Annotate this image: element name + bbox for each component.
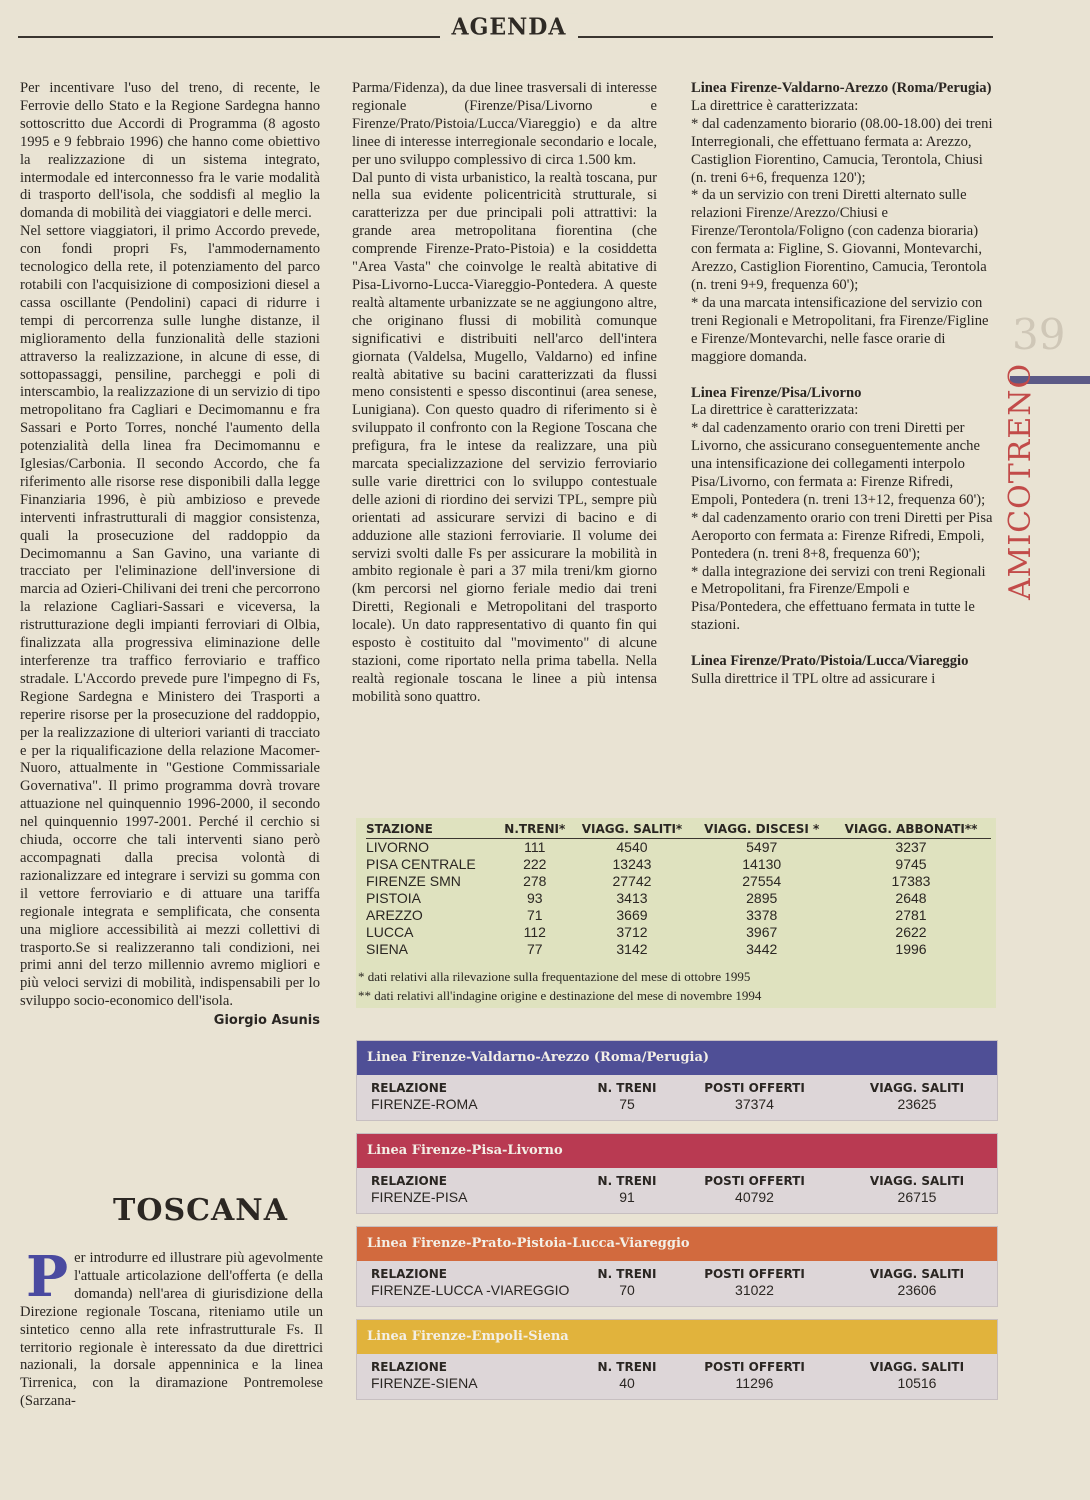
line-text: La direttrice è caratterizzata:: [691, 97, 859, 114]
line-text: * da una marcata intensificazione del servizio con treni Regionali e Metropolitani, fra Firenze/Figline e Firenze/Montevarchi, nelle fasce orarie di maggiore domanda.: [691, 294, 989, 365]
column-header: POSTI OFFERTI: [704, 1267, 805, 1281]
table-cell: 11296: [735, 1375, 774, 1391]
table-row: [366, 873, 991, 890]
table-cell: PISA CENTRALE: [366, 856, 476, 872]
magazine-title: AMICOTRENO: [1003, 362, 1038, 600]
table-cell: 3413: [616, 890, 648, 906]
table-cell: 17383: [891, 873, 931, 889]
table-row: [366, 890, 991, 907]
table-cell: 93: [527, 890, 543, 906]
table-cell: 278: [523, 873, 547, 889]
table-cell: FIRENZE SMN: [366, 873, 461, 889]
table-cell: 9745: [895, 856, 927, 872]
table-cell: 23625: [897, 1096, 937, 1112]
column-header: VIAGG. SALITI: [869, 1174, 965, 1188]
column-header: RELAZIONE: [371, 1360, 447, 1374]
line-table: [356, 1226, 998, 1307]
line-text: Sulla direttrice il TPL oltre ad assicurare i: [691, 671, 936, 688]
table-cell: 5497: [746, 839, 778, 855]
line-text: * dal cadenzamento orario con treni Diretti per Livorno, che assicurano conseguentemente anche una intensificazione dei collegamenti interpolo Pisa/Livorno, con fermata a: Firenze Rifredi, Empoli, Pontedera (n. treni 13+12, frequenza 60');: [691, 420, 986, 508]
article-paragraph: Parma/Fidenza), da due linee trasversali di interesse regionale (Firenze/Pisa/Livorno e Firenze/Prato/Pistoia/Lucca/Viareggio) e da altre linee di interesse interregionale secondario e locale, per uno sviluppo complessivo di circa 1.500 km.: [352, 80, 657, 168]
table-cell: 2648: [895, 890, 927, 906]
table-cell: 27742: [612, 873, 652, 889]
intro-text: er introdurre ed illustrare più agevolmente l'attuale articolazione dell'offerta (e della domanda) nell'area di giurisdizione della Direzione regionale Toscana, riteniamo utile un sintetico cenno alla rete infrastrutturale Fs. Il territorio regionale è interessato da due direttrici nazionali, la dorsale appenninica e la linea Tirrenica, con la diramazione Pontremolese (Sarzana-: [20, 1250, 323, 1410]
line-table: [356, 1319, 998, 1400]
table-cell: LIVORNO: [366, 839, 430, 855]
table-cell: 31022: [735, 1282, 774, 1298]
table-cell: 13243: [612, 856, 652, 872]
table-cell: LUCCA: [366, 924, 414, 940]
page-number: 39: [1012, 310, 1066, 359]
table-cell: 40792: [735, 1189, 774, 1205]
column-header: N. TRENI: [597, 1267, 657, 1281]
table-cell: 3442: [746, 941, 778, 957]
line-text: La direttrice è caratterizzata:: [691, 402, 859, 419]
column-header: POSTI OFFERTI: [704, 1360, 805, 1374]
column-header: POSTI OFFERTI: [704, 1081, 805, 1095]
column-header: N.TRENI*: [498, 822, 571, 839]
table-cell: 4540: [616, 839, 648, 855]
column-header: VIAGG. SALITI: [869, 1360, 965, 1374]
table-cell: 112: [523, 924, 546, 940]
line-table-title: Linea Firenze-Empoli-Siena: [357, 1320, 997, 1354]
toscana-column-2: [352, 80, 657, 707]
table-cell: 27554: [742, 873, 782, 889]
line-text: * dal cadenzamento orario con treni Diretti per Pisa Aeroporto con fermata a: Firenze Rifredi, Empoli, Pontedera (n. treni 8+8, frequenza 60');: [691, 509, 993, 562]
toscana-column-3: [691, 80, 995, 689]
column-header: VIAGG. SALITI: [869, 1081, 965, 1095]
table-cell: 3237: [895, 839, 927, 855]
column-header: POSTI OFFERTI: [704, 1174, 805, 1188]
table-cell: 3142: [616, 941, 648, 957]
article-paragraph: Per incentivare l'uso del treno, di recente, le Ferrovie dello Stato e la Regione Sardegna hanno sottoscritto due Accordi di Programma (8 agosto 1995 e 9 febbraio 1996) che hanno come obiettivo la realizzazione di un sistema integrato, intermodale ed interconnesso fra le varie modalità di trasporto dell'isola, che soddisfi al meglio la domanda di mobilità dei viaggiatori e delle merci.: [20, 80, 320, 222]
table-cell: 71: [527, 907, 543, 923]
table-row: [357, 1095, 997, 1120]
table-cell: 14130: [742, 856, 782, 872]
table-row: [366, 924, 991, 941]
section-label: AGENDA: [440, 13, 578, 40]
table-cell: FIRENZE-LUCCA -VIAREGGIO: [371, 1282, 570, 1298]
table-cell: 91: [619, 1189, 635, 1205]
table-cell: FIRENZE-ROMA: [371, 1096, 478, 1112]
table-cell: 26715: [897, 1189, 937, 1205]
table-row: [366, 941, 991, 958]
table-cell: 2622: [895, 924, 927, 940]
line-heading: Linea Firenze/Pisa/Livorno: [691, 384, 862, 401]
line-heading: Linea Firenze-Valdarno-Arezzo (Roma/Perugia): [691, 80, 992, 96]
column-header: VIAGG. SALITI: [869, 1267, 965, 1281]
column-header: RELAZIONE: [371, 1081, 447, 1095]
column-header: N. TRENI: [597, 1081, 657, 1095]
column-header: VIAGG. DISCESI *: [692, 822, 831, 839]
table-cell: 37374: [735, 1096, 774, 1112]
line-text: * dalla integrazione dei servizi con treni Regionali e Metropolitani, fra Firenze/Empoli e Pisa/Pontedera, che effettuano fermata in tutte le stazioni.: [691, 563, 986, 634]
table-row: [366, 839, 991, 857]
table-cell: 23606: [897, 1282, 937, 1298]
table-cell: 77: [527, 941, 543, 957]
table-cell: 111: [524, 839, 546, 855]
author-signature: Giorgio Asunis: [213, 1013, 320, 1029]
table-cell: 3967: [746, 924, 778, 940]
table-cell: PISTOIA: [366, 890, 421, 906]
column-header: VIAGG. SALITI*: [572, 822, 693, 839]
table-cell: 3712: [616, 924, 648, 940]
column-header: VIAGG. ABBONATI**: [831, 822, 991, 839]
table-cell: 2781: [895, 907, 927, 923]
article-paragraph: Dal punto di vista urbanistico, la realtà toscana, pur nella sua evidente policentricità strutturale, si caratterizza per due principali poli attrattivi: la grande area metropolitana fiorentina (che comprende Firenze-Prato-Pistoia) e la cosiddetta "Area Vasta" che coinvolge le realtà abitative di Pisa-Livorno-Lucca-Viareggio-Pontedera. A queste realtà altamente urbanizzate se ne aggiungono altre, che originano flussi di mobilità comunque significativi e distribuiti nell'arco dell'intera giornata (Valdelsa, Mugello, Valdarno) ed infine realtà abitative su bacini caratterizzati da flussi meno consistenti e spesso discontinui (area senese, Lunigiana). Con questo quadro di riferimento si è sviluppato il confronto con la Regione Toscana che prefigura, fra le intese da realizzare, una più marcata specializzazione del servizio ferroviario sulle varie direttrici con lo sviluppo contestuale delle azioni di riordino dei servizi TPL, sempre più orientati ad assicurare servizi di bacino e di adduzione alle stazioni ferroviarie. Il volume dei servizi svolti dalle Fs per assicurare la mobilità in ambito regionale è pari a 37 mila treni/km giorno (km percorsi nel giorno feriale medio dai treni Diretti, Regionali e Metropolitani del trasporto locale). Un dato rappresentativo di quanto fin qui esposto è costituito dal "movimento" di alcune stazioni, come riportato nella prima tabella. Nella realtà regionale toscana le linee a più intensa mobilità sono quattro.: [352, 169, 657, 705]
sardegna-article: [20, 80, 320, 1030]
table-cell: SIENA: [366, 941, 409, 957]
line-table-title: Linea Firenze-Prato-Pistoia-Lucca-Viareggio: [357, 1227, 997, 1261]
toscana-title: TOSCANA: [113, 1193, 288, 1228]
table-cell: 40: [619, 1375, 635, 1391]
table-cell: 3669: [616, 907, 648, 923]
table-cell: 75: [619, 1096, 635, 1112]
table-cell: 70: [619, 1282, 635, 1298]
station-table: [366, 822, 991, 958]
column-header: N. TRENI: [597, 1360, 657, 1374]
article-paragraph: Nel settore viaggiatori, il primo Accordo prevede, con fondi propri Fs, l'ammodernamento tecnologico della rete, il potenziamento del parco rotabili con l'acquisizione di composizioni diesel a cassa oscillante (Pendolini) capaci di ridurre i tempi di percorrenza sulle lunghe distanze, il miglioramento della funzionalità delle stazioni attraverso la realizzazione, in alcune di esse, di sottopassaggi, pensiline, parcheggi e poli di interscambio, la realizzazione di un servizio di tipo metropolitano fra Cagliari e Decimomannu e fra Sassari e Porto Torres, nonché l'aumento della potenzialità della linea fra Decimomannu e Iglesias/Carbonia. Il secondo Accordo, che fa riferimento alle risorse rese disponibili dalla legge Finanziaria 1996, è più ambizioso e prevede interventi infrastrutturali di maggior consistenza, quali la prosecuzione del raddoppio da Decimomannu a San Gavino, una variante di tracciato per l'eliminazione dell'inversione di marcia ad Ozieri-Chilivani dei treni che percorrono la relazione Cagliari-Sassari e viceversa, la ristrutturazione degli impianti ferroviari di Olbia, finalizzata alla progressiva eliminazione delle interferenze tra traffico ferroviario e traffico stradale. L'Accordo prevede pure l'impegno di Fs, Regione Sardegna e Ministero dei Trasporti a reperire risorse per la prosecuzione del raddoppio, per la realizzazione di ulteriori varianti di tracciato e per la riqualificazione della relazione Macomer-Nuoro, attualmente in "Gestione Commissariale Governativa". Il primo programma dovrà trovare attuazione nel quinquennio 1996-2000, il secondo nel quinquennio 1997-2001. Perché il cerchio si chiuda, occorre che tali interventi siano però accompagnati dalla precisa volontà di razionalizzare ed integrare i servizi su gomma con il vettore ferroviario e di attuare una tariffa regionale integrata e semplificata, che consenta una migliore accessibilità ai mezzi collettivi di trasporto.Se si realizzeranno tali condizioni, nei primi anni del terzo millennio avremo migliori e più veloci servizi di mobilità, indispensabili per lo sviluppo socio-economico dell'isola.: [20, 223, 320, 1010]
table-row: [366, 907, 991, 924]
table-cell: 3378: [746, 907, 778, 923]
line-heading: Linea Firenze/Prato/Pistoia/Lucca/Viareggio: [691, 653, 969, 670]
line-table: [356, 1040, 998, 1121]
line-table-title: Linea Firenze-Valdarno-Arezzo (Roma/Perugia): [357, 1041, 997, 1075]
column-header: RELAZIONE: [371, 1174, 447, 1188]
table-row: [357, 1281, 997, 1306]
table-row: [357, 1188, 997, 1213]
line-text: * da un servizio con treni Diretti alternato sulle relazioni Firenze/Arezzo/Chiusi e Firenze/Terontola/Foligno (con cadenza bioraria) con fermata a: Figline, S. Giovanni, Montevarchi, Arezzo, Castiglion Fiorentino, Camucia, Terontola (n. treni 9+9, frequenza 60');: [691, 187, 987, 293]
table-cell: 1996: [895, 941, 927, 957]
line-table: [356, 1133, 998, 1214]
table-cell: 2895: [746, 890, 778, 906]
table-cell: 10516: [897, 1375, 937, 1391]
table-row: [357, 1374, 997, 1399]
table-cell: AREZZO: [366, 907, 423, 923]
table-cell: FIRENZE-SIENA: [371, 1375, 478, 1391]
table-cell: 222: [523, 856, 547, 872]
dropcap: P: [26, 1244, 69, 1310]
table-cell: FIRENZE-PISA: [371, 1189, 468, 1205]
column-header: N. TRENI: [597, 1174, 657, 1188]
table-row: [366, 856, 991, 873]
table-footnote: * dati relativi alla rilevazione sulla frequentazione del mese di ottobre 1995: [358, 969, 751, 984]
column-header: STAZIONE: [366, 822, 498, 839]
toscana-intro: [20, 1244, 323, 1411]
table-footnote: ** dati relativi all'indagine origine e destinazione del mese di novembre 1994: [358, 988, 762, 1003]
line-text: * dal cadenzamento biorario (08.00-18.00) dei treni Interregionali, che effettuano fermata a: Arezzo, Castiglion Fiorentino, Camucia, Terontola, Chiusi (n. treni 6+6, frequenza 120');: [691, 115, 993, 186]
column-header: RELAZIONE: [371, 1267, 447, 1281]
line-table-title: Linea Firenze-Pisa-Livorno: [357, 1134, 997, 1168]
